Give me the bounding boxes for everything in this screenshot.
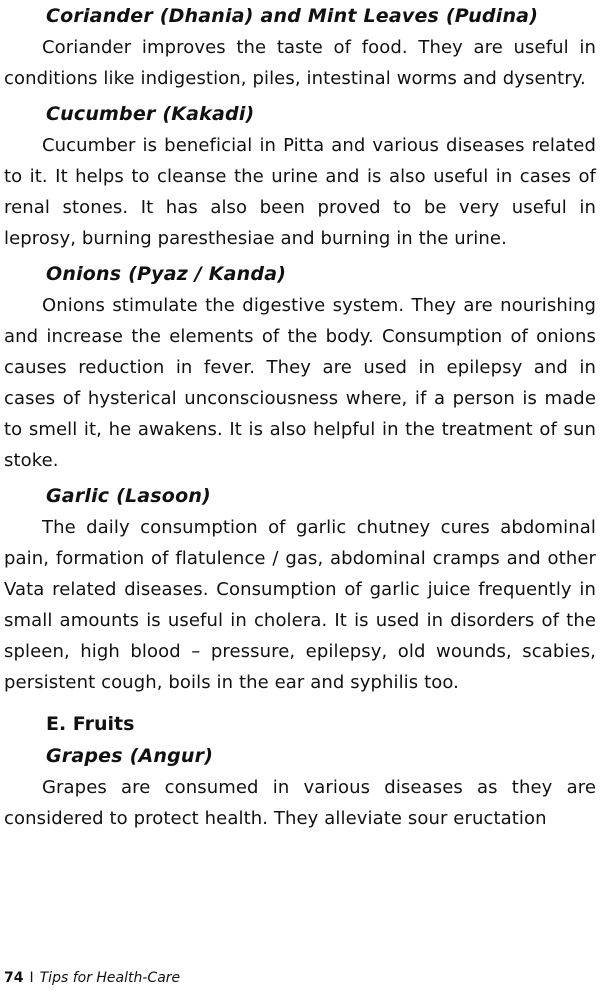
section-heading-fruits: E. Fruits bbox=[46, 713, 135, 735]
running-title: Tips for Health-Care bbox=[39, 970, 181, 986]
page-footer bbox=[4, 969, 180, 987]
footer-separator: I bbox=[29, 970, 34, 986]
paragraph-coriander: Coriander improves the taste of food. They are useful in conditions like indigestion, piles, intestinal worms and dysentry. bbox=[4, 37, 596, 89]
heading-coriander: Coriander (Dhania) and Mint Leaves (Pudina) bbox=[46, 5, 539, 27]
heading-cucumber: Cucumber (Kakadi) bbox=[46, 103, 255, 125]
page-number: 74 bbox=[4, 970, 24, 986]
paragraph-onions: Onions stimulate the digestive system. They are nourishing and increase the elements of the body. Consumption of onions causes reduction in fever. They are used in epilepsy and in cases of hysterical unconsciousness where, if a person is made to smell it, he awakens. It is also helpful in the treatment of sun stoke. bbox=[4, 295, 596, 471]
paragraph-grapes: Grapes are consumed in various diseases as they are considered to protect health. They alleviate sour eructation bbox=[4, 777, 596, 829]
page-content bbox=[4, 0, 596, 834]
heading-garlic: Garlic (Lasoon) bbox=[46, 485, 211, 507]
paragraph-cucumber: Cucumber is beneficial in Pitta and various diseases related to it. It helps to cleanse the urine and is also useful in cases of renal stones. It has also been proved to be very useful in leprosy, burning paresthesiae and burning in the urine. bbox=[4, 135, 596, 249]
heading-onions: Onions (Pyaz / Kanda) bbox=[46, 263, 287, 285]
paragraph-garlic: The daily consumption of garlic chutney cures abdominal pain, formation of flatulence / gas, abdominal cramps and other Vata related diseases. Consumption of garlic juice frequently in small amounts is useful in cholera. It is used in disorders of the spleen, high blood – pressure, epilepsy, old wounds, scabies, persistent cough, boils in the ear and syphilis too. bbox=[4, 517, 596, 693]
heading-grapes: Grapes (Angur) bbox=[46, 745, 214, 767]
